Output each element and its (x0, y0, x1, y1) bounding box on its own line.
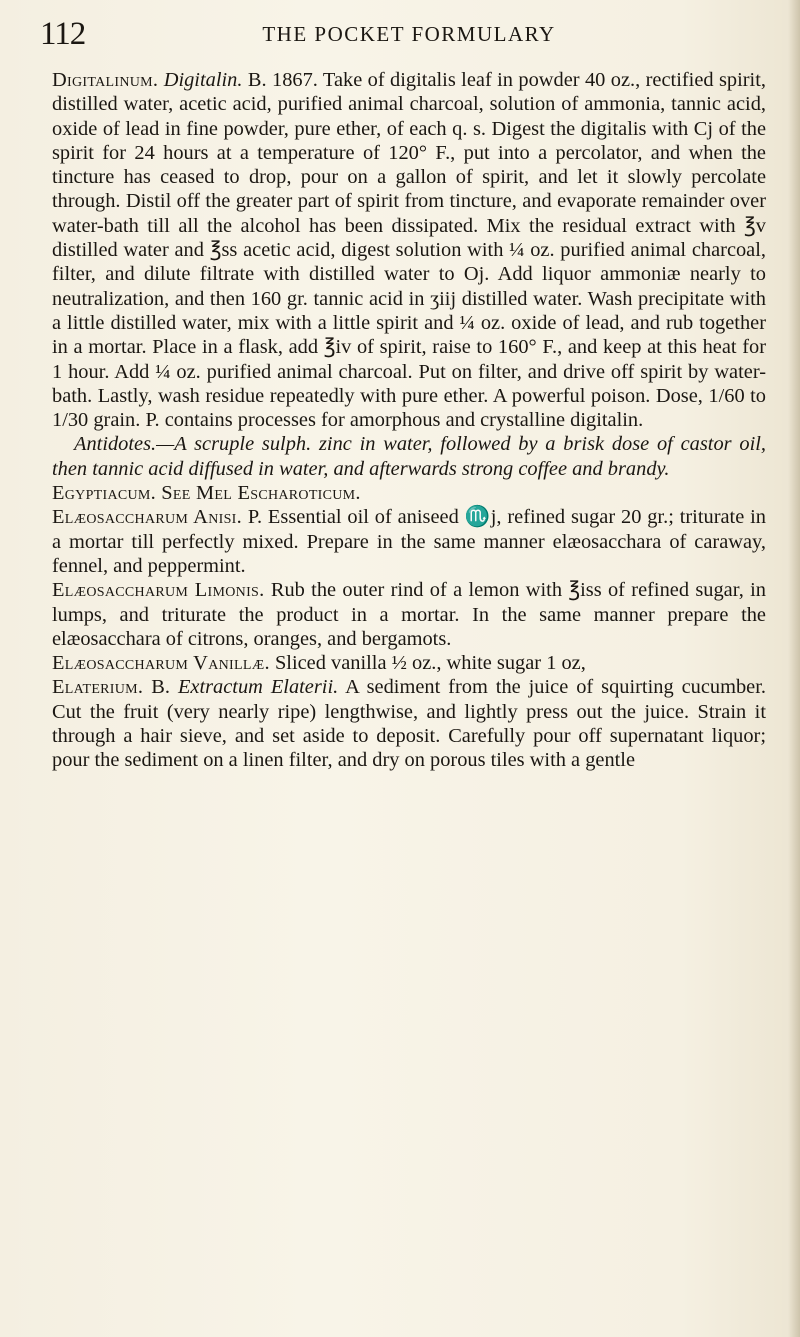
entry-text: P. Essential oil of aniseed ♏j, refined sugar 20 gr.; triturate in a mortar till perfectly mixed. Prepare in the same manner elæosacchara of caraway, fennel, and peppermint. (52, 506, 766, 577)
entry-elaterium (52, 675, 766, 772)
entry-heading: Digitalinum. (52, 69, 159, 91)
entry-heading: Elaterium. (52, 676, 144, 699)
entry-elaeosaccharum-limonis (52, 578, 766, 651)
entry-heading: Elæosaccharum Vanillæ. (52, 652, 270, 675)
entry-text: A sediment from the juice of squirting cucumber. Cut the fruit (very nearly ripe) lengthwise, and lightly press out the juice. Strain it through a hair sieve, and set aside to deposit. Carefully pour off supernatant liquor; pour the sediment on a linen filter, and dry on porous tiles with a gentle (52, 676, 766, 772)
entry-text: B. 1867. Take of digitalis leaf in powder 40 oz., rectified spirit, distilled water, acetic acid, purified animal charcoal, solution of ammonia, tannic acid, oxide of lead in fine powder, pure ether, of each q. s. Digest the digitalis with Cj of the spirit for 24 hours at a temperature of 120° F., put into a percolator, and when the tincture has ceased to drop, pour on a gallon of spirit, and let it slowly percolate through. Distil off the greater part of spirit from tincture, and evaporate remainder over water-bath till all the alcohol has been dissipated. Mix the residual extract with ℥v distilled water and ℥ss acetic acid, digest solution with ¼ oz. purified animal charcoal, filter, and dilute filtrate with distilled water to Oj. Add liquor ammoniæ nearly to neutralization, and then 160 gr. tannic acid in ʒiij distilled water. Wash precipitate with a little distilled water, mix with a little spirit and ¼ oz. oxide of lead, and rub together in a mortar. Place in a flask, add ℥iv of spirit, raise to 160° F., and keep at this heat for 1 hour. Add ¼ oz. purified animal charcoal. Put on filter, and drive off spirit by water-bath. Lastly, wash residue repeatedly with pure ether. A powerful poison. Dose, 1/60 to 1/30 grain. P. contains processes for amorphous and crystalline digitalin. (52, 69, 766, 432)
entry-egyptiacum (52, 481, 766, 505)
entry-text: See Mel Escharoticum. (161, 482, 361, 505)
entry-text: Sliced vanilla ½ oz., white sugar 1 oz, (274, 652, 586, 675)
entry-elaeosaccharum-anisi (52, 505, 766, 578)
running-head: THE POCKET FORMULARY (262, 22, 556, 46)
entry-pre: B. (151, 676, 170, 699)
entry-heading: Elæosaccharum Limonis. (52, 579, 265, 602)
page-number: 112 (40, 16, 86, 52)
entry-antidote: Antidotes.—A scruple sulph. zinc in water, followed by a brisk dose of castor oil, then tannic acid diffused in water, and afterwards strong coffee and brandy. (52, 433, 766, 480)
entry-heading: Elæosaccharum Anisi. (52, 506, 243, 529)
page-header (40, 12, 760, 56)
page-body (52, 68, 766, 773)
entry-elaeosaccharum-vanillae (52, 651, 766, 675)
entry-text: Rub the outer rind of a lemon with ℥iss of refined sugar, in lumps, and triturate the product in a mortar. In the same manner prepare the elæosacchara of citrons, oranges, and bergamots. (52, 579, 766, 650)
entry-heading: Egyptiacum. (52, 482, 157, 505)
page-edge-shadow (788, 0, 800, 1337)
entry-subheading: Extractum Elaterii. (177, 676, 339, 699)
entry-subheading: Digitalin. (163, 69, 243, 91)
entry-digitalinum (52, 68, 766, 432)
